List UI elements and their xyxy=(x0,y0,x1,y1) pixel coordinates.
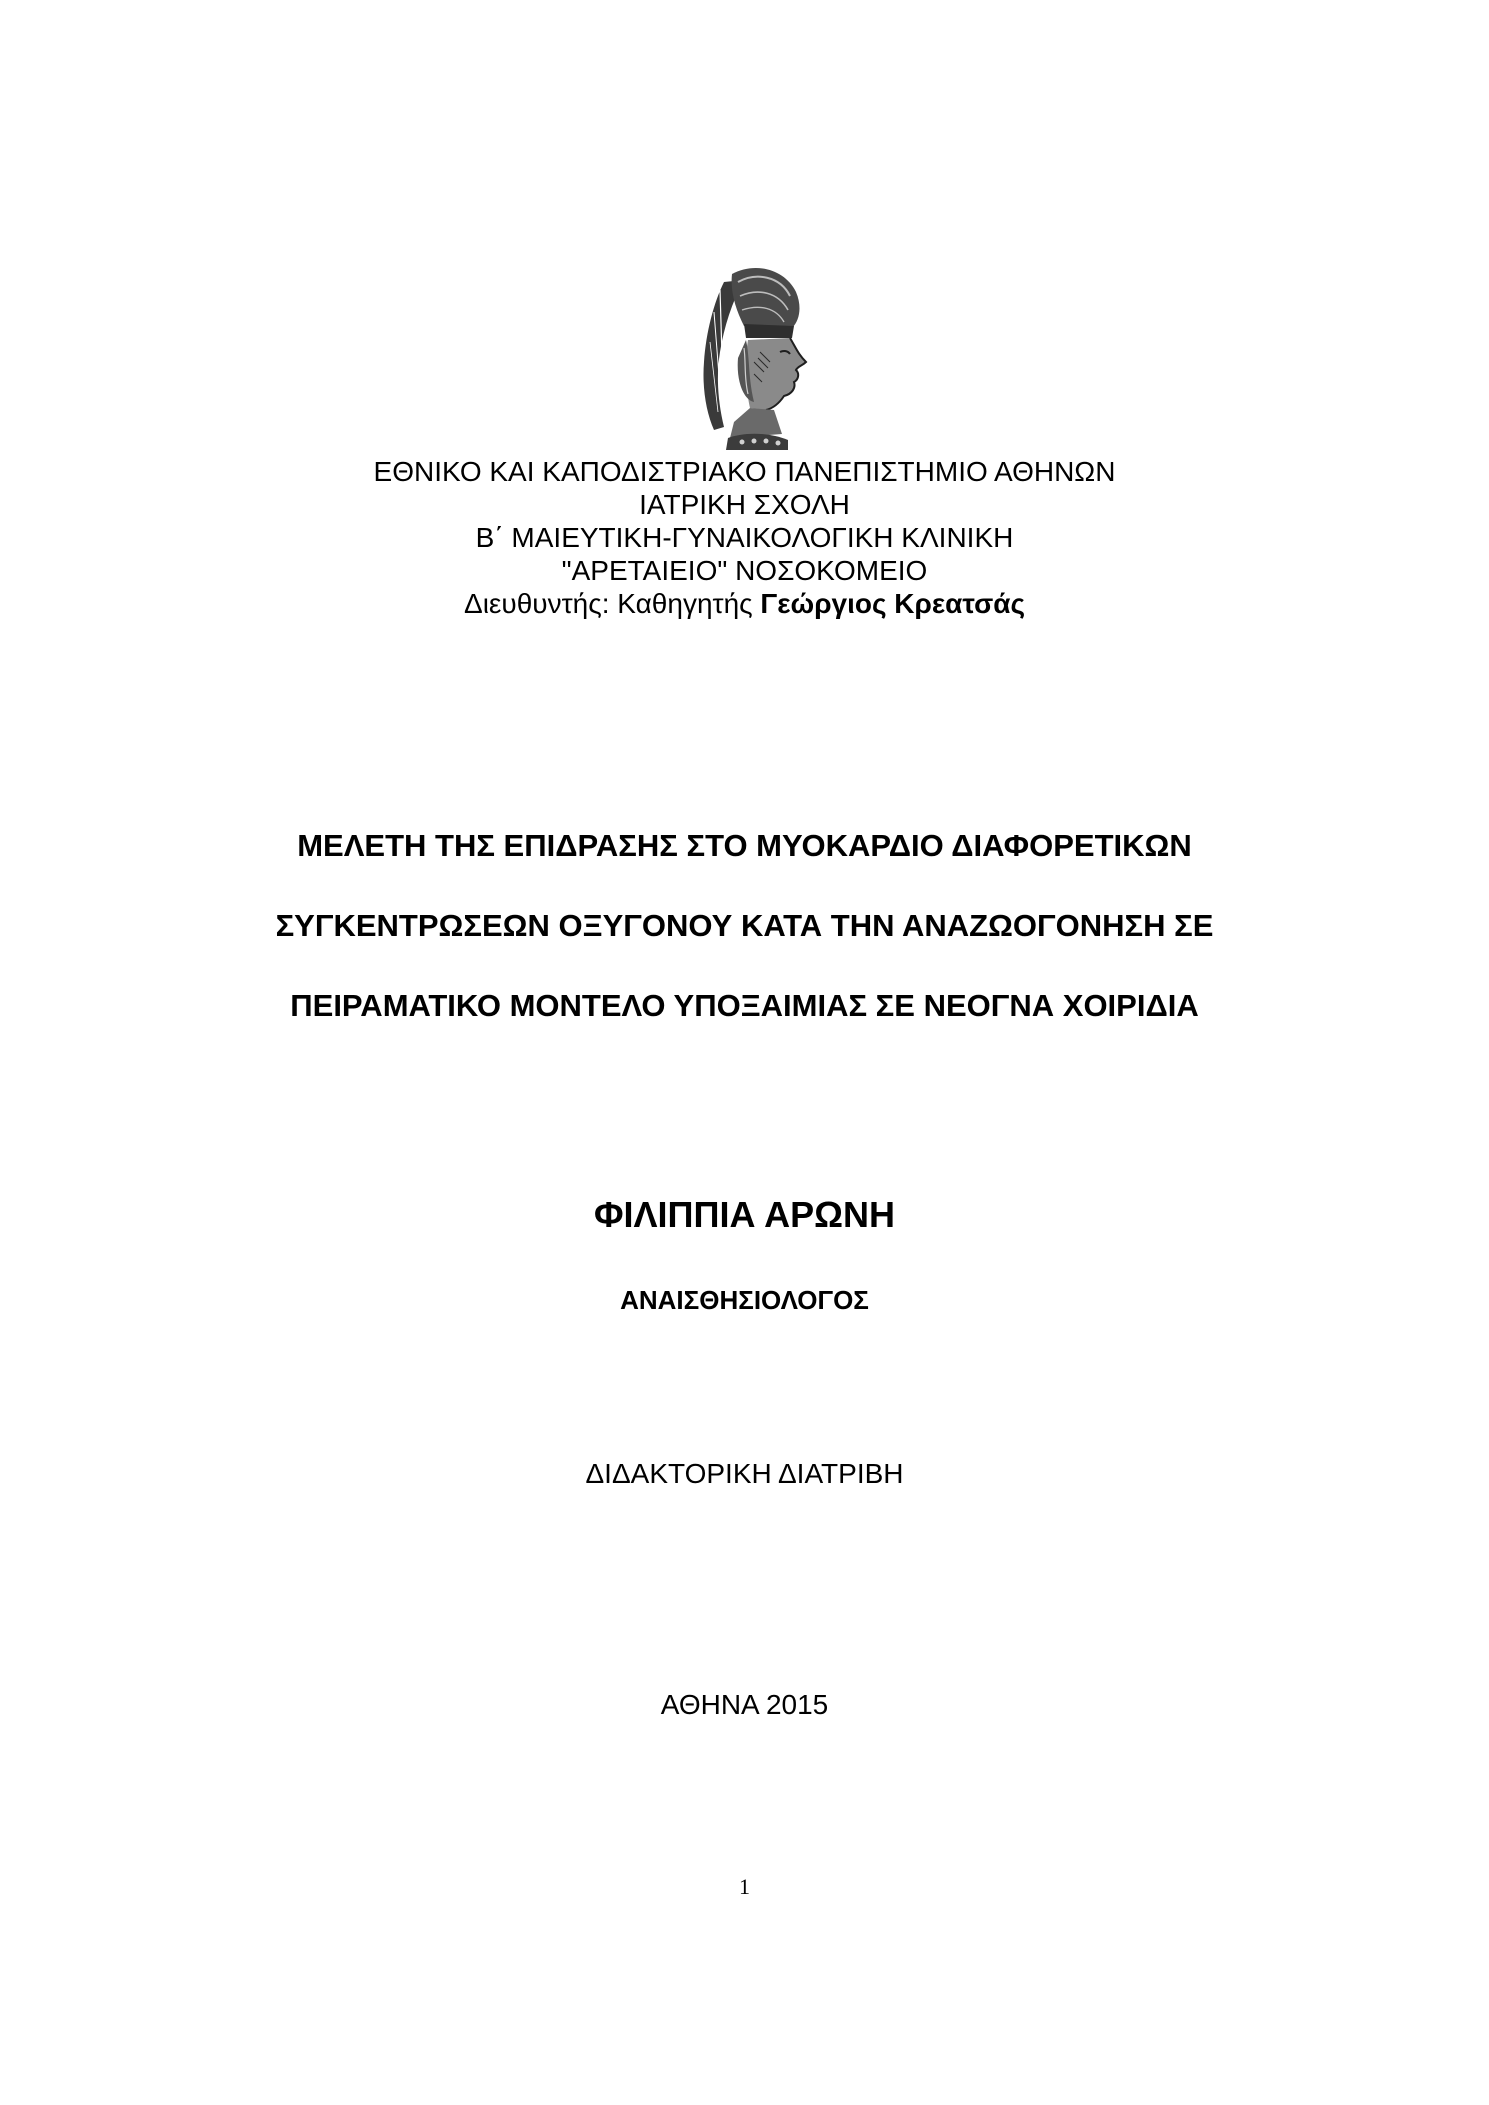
director-line xyxy=(0,587,1489,620)
document-type: ΔΙΔΑΚΤΟΡΙΚΗ ΔΙΑΤΡΙΒΗ xyxy=(585,1458,904,1489)
thesis-title-line: ΣΥΓΚΕΝΤΡΩΣΕΩΝ ΟΞΥΓΟΝΟΥ ΚΑΤΑ ΤΗΝ ΑΝΑΖΩΟΓΟΝΗΣΗ ΣΕ xyxy=(275,908,1214,943)
thesis-title xyxy=(0,826,1489,1066)
clinic-name: Β΄ ΜΑΙΕΥΤΙΚΗ-ΓΥΝΑΙΚΟΛΟΓΙΚΗ ΚΛΙΝΙΚΗ xyxy=(475,522,1014,553)
athena-head-emblem-icon xyxy=(684,262,818,452)
thesis-title-line: ΠΕΙΡΑΜΑΤΙΚΟ ΜΟΝΤΕΛΟ ΥΠΟΞΑΙΜΙΑΣ ΣΕ ΝΕΟΓΝΑ ΧΟΙΡΙΔΙΑ xyxy=(290,988,1199,1023)
director-label: Διευθυντής: Καθηγητής xyxy=(463,588,761,619)
director-name: Γεώργιος Κρεατσάς xyxy=(760,588,1025,619)
author-name: ΦΙΛΙΠΠΙΑ ΑΡΩΝΗ xyxy=(593,1194,896,1235)
school-name: ΙΑΤΡΙΚΗ ΣΧΟΛΗ xyxy=(639,489,850,520)
hospital-name: "ΑΡΕΤΑΙΕΙΟ" ΝΟΣΟΚΟΜΕΙΟ xyxy=(561,555,928,586)
page-number: 1 xyxy=(739,1874,750,1899)
author-profession: ΑΝΑΙΣΘΗΣΙΟΛΟΓΟΣ xyxy=(620,1285,869,1315)
place-and-year: ΑΘΗΝΑ 2015 xyxy=(660,1689,829,1720)
institution-header xyxy=(0,455,1489,620)
university-name: ΕΘΝΙΚΟ ΚΑΙ ΚΑΠΟΔΙΣΤΡΙΑΚΟ ΠΑΝΕΠΙΣΤΗΜΙΟ ΑΘΗΝΩΝ xyxy=(373,456,1116,487)
thesis-title-line: ΜΕΛΕΤΗ ΤΗΣ ΕΠΙΔΡΑΣΗΣ ΣΤΟ ΜΥΟΚΑΡΔΙΟ ΔΙΑΦΟΡΕΤΙΚΩΝ xyxy=(297,828,1192,863)
